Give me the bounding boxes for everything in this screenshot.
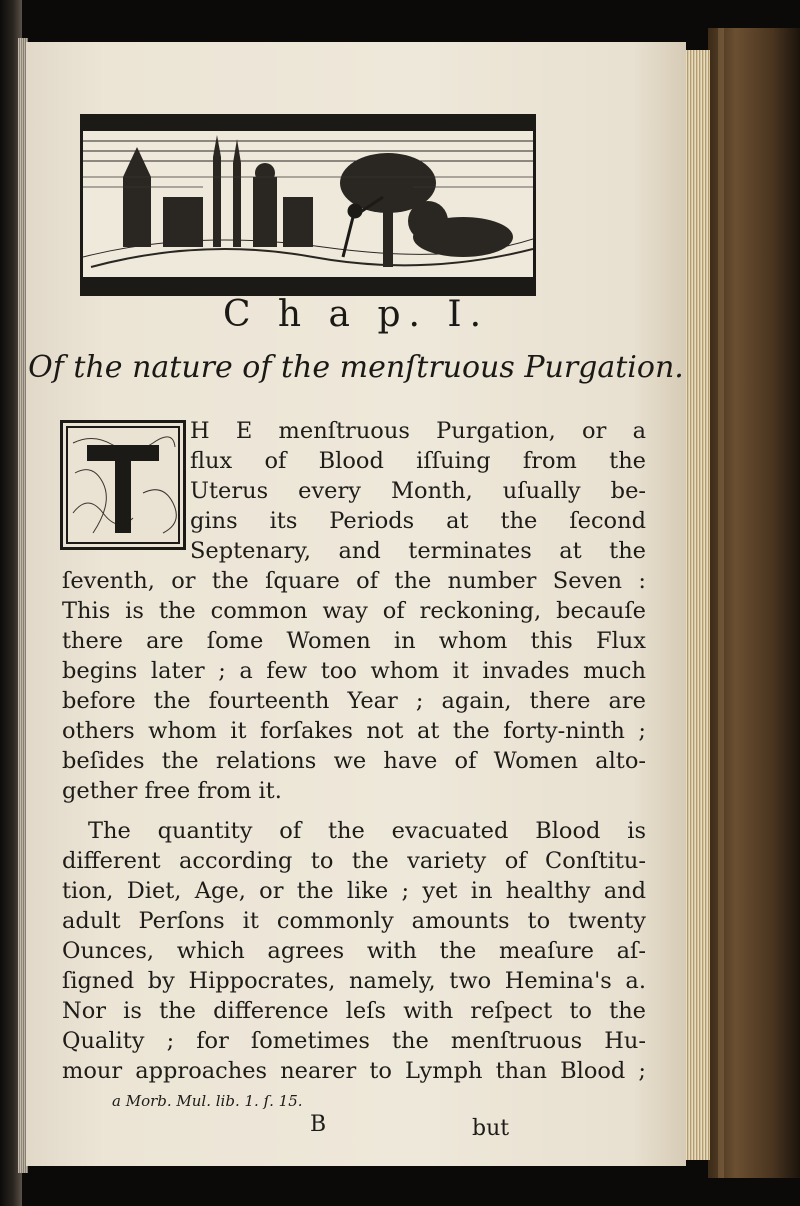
text-line: gether free from it.: [62, 778, 282, 804]
footnote: a Morb. Mul. lib. 1. ſ. 15.: [112, 1092, 303, 1110]
text-line: Quality ; for ſometimes the menſtruous Hu-: [62, 1028, 646, 1054]
text-line: there are ſome Women in whom this Flux: [62, 628, 646, 654]
text-line: Nor is the difference leſs with reſpect to the: [62, 998, 646, 1024]
text-line: adult Perſons it commonly amounts to twenty: [62, 908, 646, 934]
text-line: gins its Periods at the ſecond: [190, 508, 646, 534]
text-line: tion, Diet, Age, or the like ; yet in healthy and: [62, 878, 646, 904]
text-line: before the fourteenth Year ; again, there are: [62, 688, 646, 714]
book-page: [26, 42, 686, 1166]
text-line: begins later ; a few too whom it invades much: [62, 658, 646, 684]
text-line: different according to the variety of Conſtitu-: [62, 848, 646, 874]
woodcut-headpiece-image: [80, 114, 536, 296]
decorated-initial-image: [60, 420, 186, 550]
text-line: Septenary, and terminates at the: [190, 538, 646, 564]
text-line: mour approaches nearer to Lymph than Blood ;: [62, 1058, 646, 1084]
chapter-title: Of the nature of the menſtruous Purgation.: [28, 350, 684, 385]
text-line: beſides the relations we have of Women alto-: [62, 748, 646, 774]
text-line: flux of Blood iſſuing from the: [190, 448, 646, 474]
signature-mark: B: [310, 1112, 327, 1137]
text-line: Uterus every Month, uſually be-: [190, 478, 646, 504]
text-line: The quantity of the evacuated Blood is: [88, 818, 646, 844]
text-line: Ounces, which agrees with the meaſure aſ-: [62, 938, 646, 964]
text-line: ſeventh, or the ſquare of the number Seven :: [62, 568, 646, 594]
chapter-heading: C h a p. I.: [222, 294, 490, 335]
text-line: others whom it forſakes not at the forty-ninth ;: [62, 718, 646, 744]
page-fore-edge: [686, 50, 710, 1160]
text-line: This is the common way of reckoning, becauſe: [62, 598, 646, 624]
text-line: H E menſtruous Purgation, or a: [190, 418, 646, 444]
text-line: ſigned by Hippocrates, namely, two Hemina's a.: [62, 968, 646, 994]
catchword: but: [472, 1116, 510, 1141]
book-cover-edge: [708, 28, 800, 1178]
initial-letter: T: [123, 539, 124, 540]
